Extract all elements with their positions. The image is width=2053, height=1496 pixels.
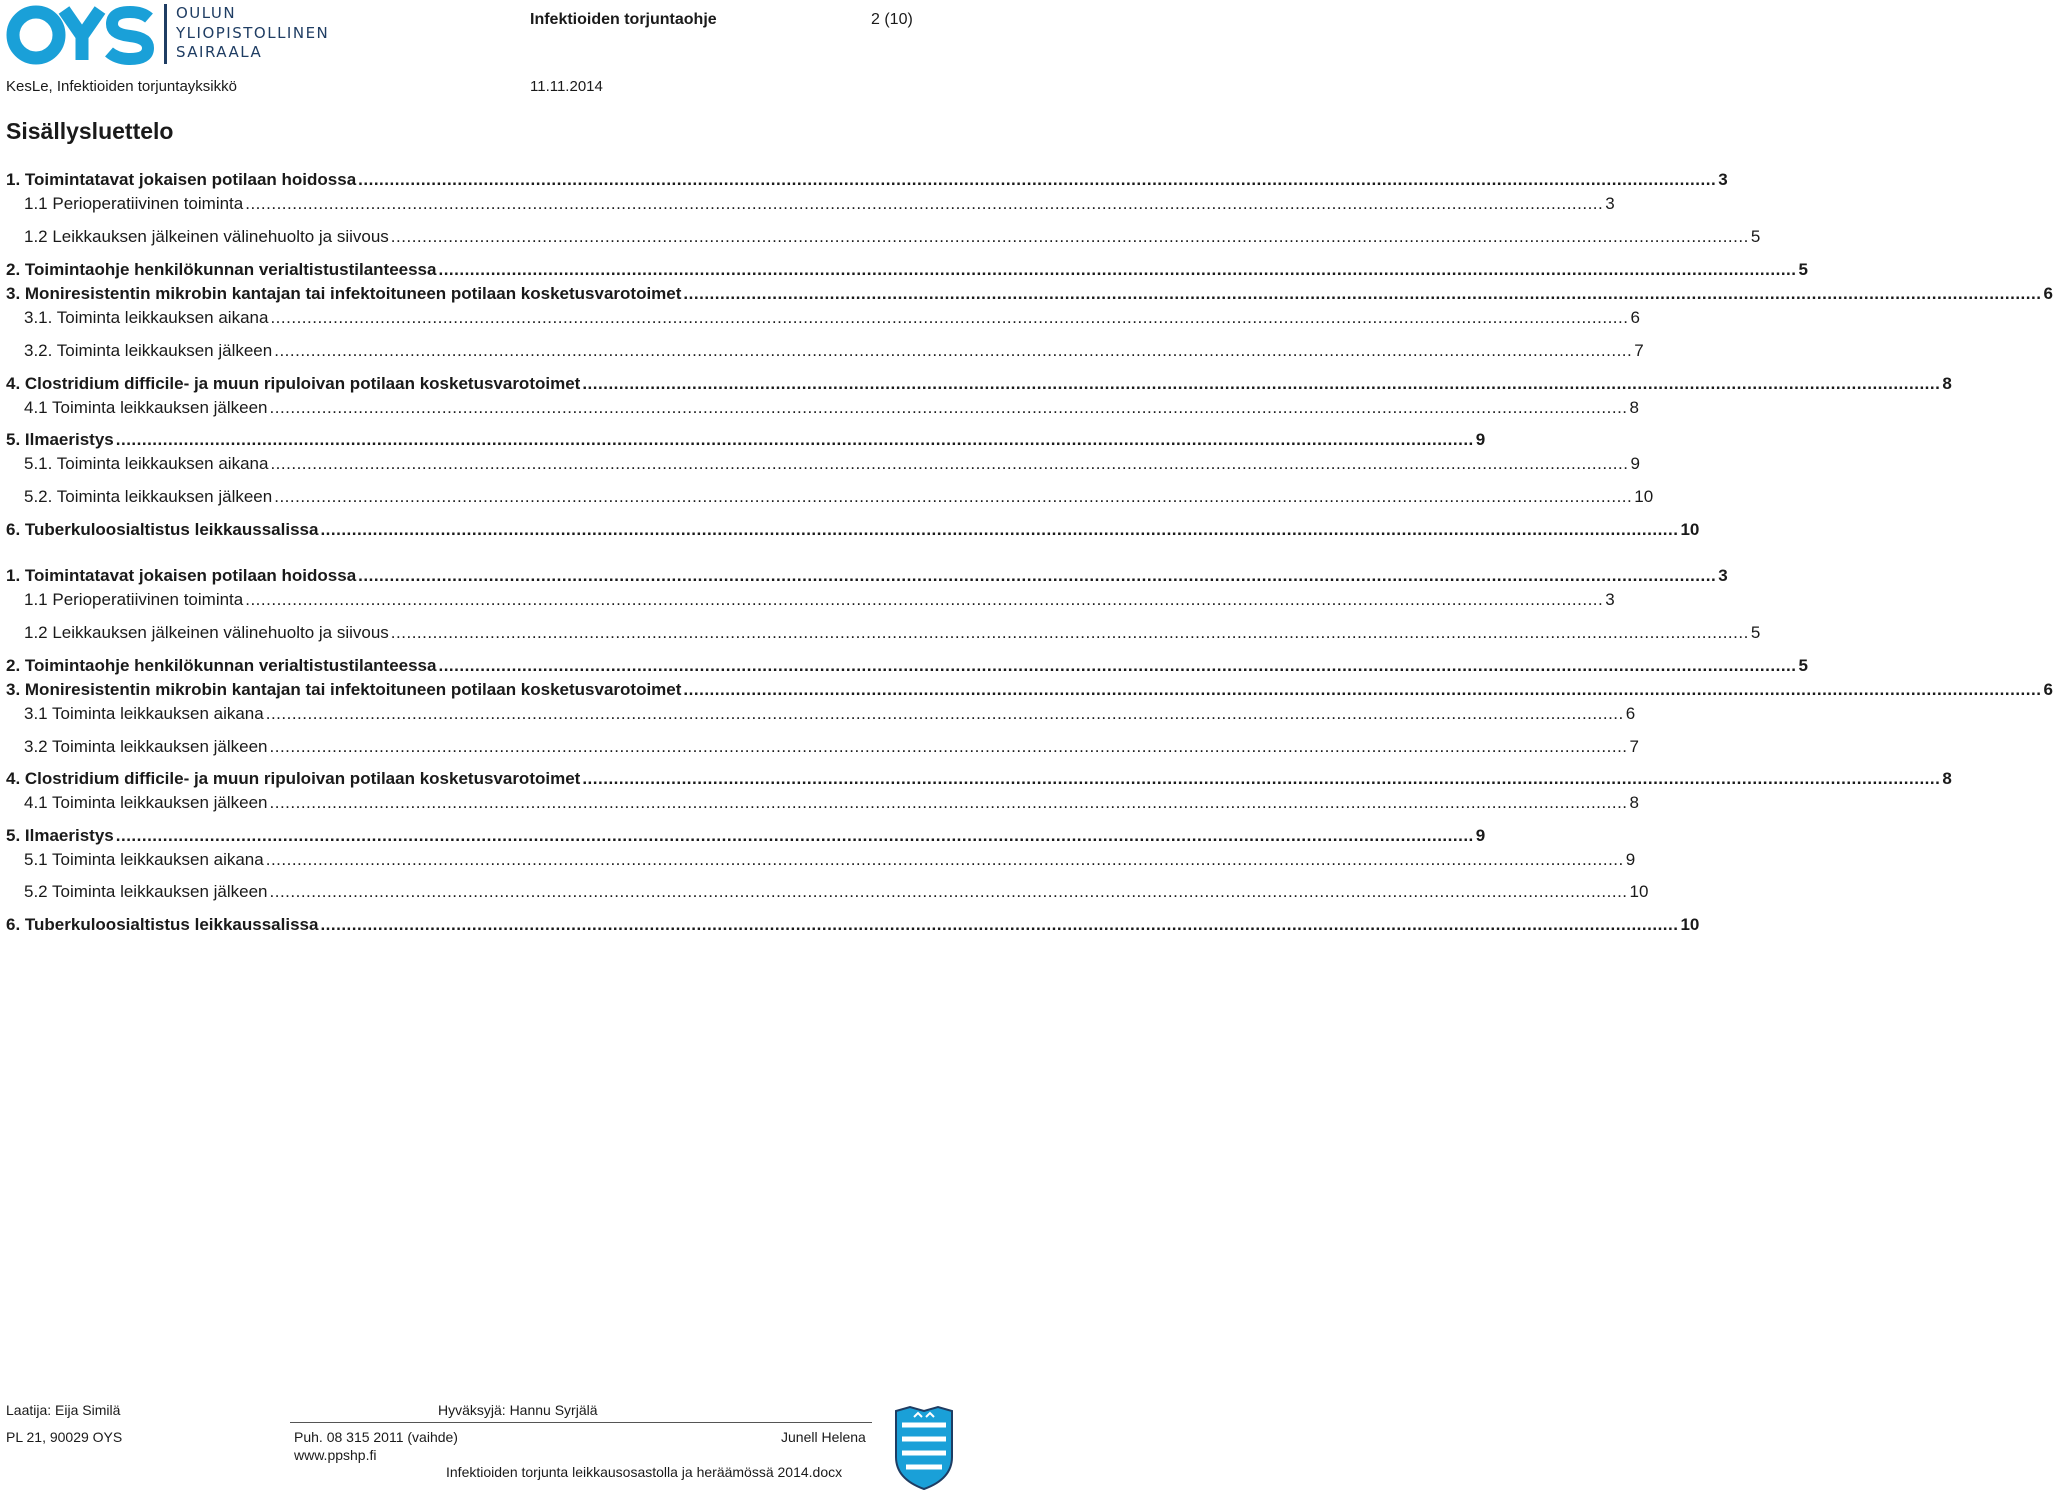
toc-entry-page: 10: [1680, 915, 1700, 934]
logo-line: SAIRAALA: [176, 43, 263, 61]
toc-entry-label: 5.2. Toiminta leikkauksen jälkeen: [24, 487, 273, 506]
toc-entry-page: 5: [1798, 260, 1808, 279]
document-date: 11.11.2014: [530, 78, 603, 95]
toc-entry-page: 8: [1629, 398, 1639, 417]
toc-dot-leader: ....................................................................................................................................................................................................................................................................: [683, 680, 2042, 699]
toc-entry-label: 4. Clostridium difficile- ja muun ripuloivan potilaan kosketusvarotoimet: [6, 374, 581, 393]
regional-crest-icon: [892, 1405, 956, 1491]
toc-dot-leader: ....................................................................................................................................................................................................................................................................: [245, 590, 1604, 609]
footer-owner: Junell Helena: [781, 1429, 866, 1445]
toc-entry-label: 5.2 Toiminta leikkauksen jälkeen: [24, 882, 268, 901]
organization-unit: KesLe, Infektioiden torjuntayksikkö: [6, 78, 237, 95]
document-title: Infektioiden torjuntaohje: [530, 11, 717, 28]
toc-entry-page: 5: [1798, 656, 1808, 675]
toc-entry-page: 6: [2043, 680, 2053, 699]
footer-filename: Infektioiden torjunta leikkausosastolla ja heräämössä 2014.docx: [446, 1464, 843, 1480]
toc-entry-page: 3: [1718, 566, 1728, 585]
oys-logo-mark: [4, 2, 174, 66]
toc-dot-leader: ....................................................................................................................................................................................................................................................................: [390, 623, 1749, 642]
toc-entry-page: 7: [1629, 737, 1639, 756]
toc-entry-label: 3.1. Toiminta leikkauksen aikana: [24, 308, 269, 327]
toc-entry-page: 7: [1634, 341, 1644, 360]
toc-entry[interactable]: [6, 655, 1808, 677]
toc-dot-leader: ....................................................................................................................................................................................................................................................................: [270, 454, 1629, 473]
toc-entry[interactable]: [6, 589, 1615, 611]
toc-entry-page: 5: [1750, 623, 1761, 642]
toc-dot-leader: ....................................................................................................................................................................................................................................................................: [274, 487, 1633, 506]
toc-entry[interactable]: [6, 397, 1639, 419]
toc-entry-label: 3.2. Toiminta leikkauksen jälkeen: [24, 341, 273, 360]
toc-dot-leader: ....................................................................................................................................................................................................................................................................: [438, 260, 1797, 279]
toc-dot-leader: ....................................................................................................................................................................................................................................................................: [115, 826, 1474, 845]
toc-dot-leader: ....................................................................................................................................................................................................................................................................: [274, 341, 1633, 360]
toc-entry-label: 1.1 Perioperatiivinen toiminta: [24, 590, 244, 609]
toc-entry-page: 8: [1629, 793, 1639, 812]
toc-entry[interactable]: [6, 679, 2053, 701]
toc-entry-label: 3.2 Toiminta leikkauksen jälkeen: [24, 737, 268, 756]
oys-logo: [4, 2, 334, 66]
toc-dot-leader: ....................................................................................................................................................................................................................................................................: [320, 520, 1679, 539]
toc-entry-page: 9: [1475, 430, 1486, 449]
toc-entry-label: 1. Toimintatavat jokaisen potilaan hoidossa: [6, 170, 357, 189]
logo-line: YLIOPISTOLLINEN: [176, 23, 330, 42]
footer-phone: Puh. 08 315 2011 (vaihde): [294, 1429, 458, 1445]
toc-entry-label: 3.1 Toiminta leikkauksen aikana: [24, 704, 264, 723]
toc-dot-leader: ....................................................................................................................................................................................................................................................................: [265, 850, 1624, 869]
toc-entry[interactable]: [6, 283, 2053, 305]
toc-dot-leader: ....................................................................................................................................................................................................................................................................: [115, 430, 1474, 449]
toc-entry-page: 9: [1630, 454, 1640, 473]
toc-entry[interactable]: [6, 825, 1486, 847]
toc-entry-label: 1.2 Leikkauksen jälkeinen välinehuolto ja siivous: [24, 227, 389, 246]
toc-entry[interactable]: [6, 703, 1636, 725]
toc-entry-label: 3. Moniresistentin mikrobin kantajan tai infektoituneen potilaan kosketusvarotoimet: [6, 284, 682, 303]
toc-entry-label: 5. Ilmaeristys: [6, 826, 114, 845]
toc-entry-page: 3: [1718, 170, 1728, 189]
toc-entry-label: 5.1. Toiminta leikkauksen aikana: [24, 454, 269, 473]
toc-entry[interactable]: [6, 259, 1808, 281]
toc-entry[interactable]: [6, 193, 1615, 215]
toc-dot-leader: ....................................................................................................................................................................................................................................................................: [438, 656, 1797, 675]
toc-dot-leader: ....................................................................................................................................................................................................................................................................: [265, 704, 1624, 723]
toc-entry-label: 1.2 Leikkauksen jälkeinen välinehuolto ja siivous: [24, 623, 389, 642]
toc-heading: Sisällysluettelo: [6, 118, 174, 144]
toc-entry[interactable]: [6, 486, 1654, 508]
toc-entry-label: 4.1 Toiminta leikkauksen jälkeen: [24, 793, 268, 812]
toc-dot-leader: ....................................................................................................................................................................................................................................................................: [320, 915, 1679, 934]
toc-entry-page: 3: [1605, 590, 1615, 609]
toc-entry[interactable]: [6, 169, 1728, 191]
toc-entry[interactable]: [6, 340, 1644, 362]
toc-dot-leader: ....................................................................................................................................................................................................................................................................: [269, 398, 1628, 417]
toc-dot-leader: ....................................................................................................................................................................................................................................................................: [269, 793, 1628, 812]
toc-entry[interactable]: [6, 914, 1700, 936]
toc-entry[interactable]: [6, 565, 1728, 587]
toc-entry-label: 5.1 Toiminta leikkauksen aikana: [24, 850, 264, 869]
toc-entry-label: 5. Ilmaeristys: [6, 430, 114, 449]
toc-entry-page: 5: [1750, 227, 1761, 246]
toc-entry[interactable]: [6, 307, 1640, 329]
toc-dot-leader: ....................................................................................................................................................................................................................................................................: [582, 769, 1941, 788]
toc-entry-label: 1.1 Perioperatiivinen toiminta: [24, 194, 244, 213]
toc-entry[interactable]: [6, 453, 1640, 475]
toc-entry-page: 9: [1625, 850, 1636, 869]
footer-divider: [290, 1422, 872, 1423]
toc-entry-page: 10: [1680, 520, 1700, 539]
toc-entry-page: 6: [1625, 704, 1636, 723]
toc-entry-page: 6: [2043, 284, 2053, 303]
toc-entry-page: 9: [1475, 826, 1486, 845]
toc-entry[interactable]: [6, 849, 1636, 871]
toc-entry-page: 8: [1942, 769, 1952, 788]
toc-dot-leader: ....................................................................................................................................................................................................................................................................: [270, 308, 1629, 327]
toc-entry-label: 1. Toimintatavat jokaisen potilaan hoidossa: [6, 566, 357, 585]
toc-entry[interactable]: [6, 736, 1639, 758]
toc-dot-leader: ....................................................................................................................................................................................................................................................................: [245, 194, 1604, 213]
page-number: 2 (10): [871, 11, 913, 28]
toc-entry-label: 4. Clostridium difficile- ja muun ripuloivan potilaan kosketusvarotoimet: [6, 769, 581, 788]
toc-entry[interactable]: [6, 519, 1700, 541]
toc-entry[interactable]: [6, 792, 1639, 814]
logo-wordmark: [176, 4, 329, 63]
toc-entry-label: 2. Toimintaohje henkilökunnan verialtistustilanteessa: [6, 656, 437, 675]
toc-dot-leader: ....................................................................................................................................................................................................................................................................: [358, 170, 1717, 189]
toc-entry-label: 6. Tuberkuloosialtistus leikkaussalissa: [6, 520, 319, 539]
toc-dot-leader: ....................................................................................................................................................................................................................................................................: [390, 227, 1749, 246]
toc-entry[interactable]: [6, 373, 1952, 395]
toc-entry-label: 2. Toimintaohje henkilökunnan verialtistustilanteessa: [6, 260, 437, 279]
toc-entry-page: 3: [1605, 194, 1615, 213]
toc-entry-page: 10: [1634, 487, 1654, 506]
toc-dot-leader: ....................................................................................................................................................................................................................................................................: [269, 737, 1628, 756]
footer-approver: Hyväksyjä: Hannu Syrjälä: [438, 1402, 598, 1418]
toc-entry[interactable]: [6, 226, 1761, 248]
toc-entry[interactable]: [6, 429, 1486, 451]
toc-entry-page: 8: [1942, 374, 1952, 393]
footer-author: Laatija: Eija Similä: [6, 1402, 121, 1418]
toc-entry[interactable]: [6, 768, 1952, 790]
toc-entry-label: 4.1 Toiminta leikkauksen jälkeen: [24, 398, 268, 417]
footer-website[interactable]: www.ppshp.fi: [294, 1447, 377, 1463]
toc-entry[interactable]: [6, 881, 1649, 903]
toc-entry-label: 3. Moniresistentin mikrobin kantajan tai infektoituneen potilaan kosketusvarotoimet: [6, 680, 682, 699]
toc-dot-leader: ....................................................................................................................................................................................................................................................................: [269, 882, 1628, 901]
toc-entry-label: 6. Tuberkuloosialtistus leikkaussalissa: [6, 915, 319, 934]
toc-entry-page: 6: [1630, 308, 1640, 327]
footer-address: PL 21, 90029 OYS: [6, 1429, 123, 1445]
toc-dot-leader: ....................................................................................................................................................................................................................................................................: [358, 566, 1717, 585]
toc-entry-page: 10: [1629, 882, 1649, 901]
toc-entry[interactable]: [6, 622, 1761, 644]
toc-dot-leader: ....................................................................................................................................................................................................................................................................: [582, 374, 1941, 393]
logo-line: OULUN: [176, 4, 237, 22]
toc-dot-leader: ....................................................................................................................................................................................................................................................................: [683, 284, 2042, 303]
